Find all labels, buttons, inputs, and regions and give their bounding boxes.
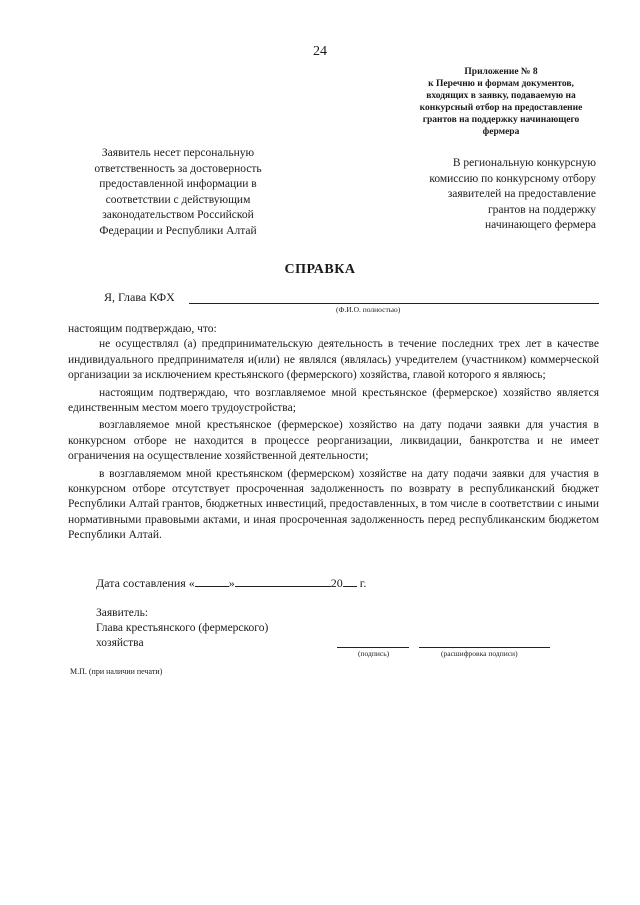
page-number: 24 <box>313 44 327 59</box>
body-intro: настоящим подтверждаю, что: <box>68 323 217 335</box>
date-line <box>96 576 366 591</box>
head-name-label: Я, Глава КФХ <box>104 290 175 304</box>
applicant-line: Заявитель: <box>96 607 149 619</box>
addressee-line: заявителей на предоставление <box>447 188 596 200</box>
year-prefix: 20 <box>330 576 343 590</box>
addressee-block <box>420 156 596 234</box>
month-blank[interactable] <box>235 586 331 587</box>
appendix-line: входящих в заявку, подаваемую на <box>426 91 576 101</box>
notice-line: Федерации и Республики Алтай <box>99 224 257 237</box>
appendix-line: фермера <box>482 127 520 137</box>
body-paragraph: возглавляемое мной крестьянское (фермерское) хозяйство на дату подачи заявки для участия в конкурсном отборе не находится в процессе реорганизации, ликвидации, банкротства и не имеет ограничения на осуществление хозяйственной деятельности; <box>68 419 599 463</box>
applicant-line: хозяйства <box>96 636 144 649</box>
applicant-block <box>96 606 268 650</box>
signature-hint: (подпись) <box>358 649 390 658</box>
appendix-line: к Перечню и формам документов, <box>428 79 574 89</box>
notice-line: Заявитель несет персональную <box>101 147 255 159</box>
day-blank[interactable] <box>195 586 229 587</box>
body-paragraph: в возглавляемом мной крестьянском (фермерском) хозяйстве на дату подачи заявки для участия в конкурсном отборе отсутствует просроченная задолженность по возврату в республиканский бюджет Республики Алтай грантов, бюджетных инвестиций, предоставленных, в том числе в соответствии с иными нормативными правовыми актами, и иная просроченная задолженность перед республиканским бюджетом Республики Алтай. <box>68 467 599 542</box>
addressee-line: грантов на поддержку <box>487 203 596 216</box>
fio-blank-line[interactable] <box>189 303 599 304</box>
certificate-body <box>68 322 599 544</box>
appendix-line: грантов на поддержку начинающего <box>422 115 580 125</box>
document-title: СПРАВКА <box>284 262 356 277</box>
year-blank[interactable] <box>343 586 357 587</box>
date-label: Дата составления « <box>96 576 195 590</box>
notice-line: законодательством Российской <box>102 209 254 221</box>
responsibility-notice <box>78 146 278 239</box>
addressee-line: комиссию по конкурсному отбору <box>429 172 596 185</box>
date-close-quote: » <box>228 576 235 590</box>
addressee-line: начинающего фермера <box>485 219 596 231</box>
applicant-line: Глава крестьянского (фермерского) <box>96 621 269 634</box>
year-suffix: г. <box>359 576 367 590</box>
signature-blank-line[interactable] <box>337 647 409 648</box>
notice-line: предоставленной информации в <box>99 178 257 190</box>
decoding-hint: (расшифровка подписи) <box>441 649 518 658</box>
notice-line: соответствии с действующим <box>105 193 251 206</box>
appendix-line: Приложение № 8 <box>464 67 538 77</box>
body-paragraph: настоящим подтверждаю, что возглавляемое мной крестьянское (фермерское) хозяйство является единственным местом моего трудоустройства; <box>68 386 599 415</box>
decoding-blank-line[interactable] <box>419 647 550 648</box>
appendix-header <box>404 66 598 138</box>
stamp-hint: М.П. (при наличии печати) <box>70 667 163 676</box>
addressee-line: В региональную конкурсную <box>452 157 596 169</box>
body-paragraph: не осуществлял (а) предпринимательскую деятельность в течение последних трех лет в качестве индивидуального предпринимателя и(или) не являлся (являлась) учредителем (участником) коммерческой организации за исключением крестьянского (фермерского) хозяйства, главой которого я являюсь; <box>68 338 599 382</box>
appendix-line: конкурсный отбор на предоставление <box>419 103 583 113</box>
fio-hint: (Ф.И.О. полностью) <box>336 305 401 314</box>
notice-line: ответственность за достоверность <box>94 162 262 175</box>
